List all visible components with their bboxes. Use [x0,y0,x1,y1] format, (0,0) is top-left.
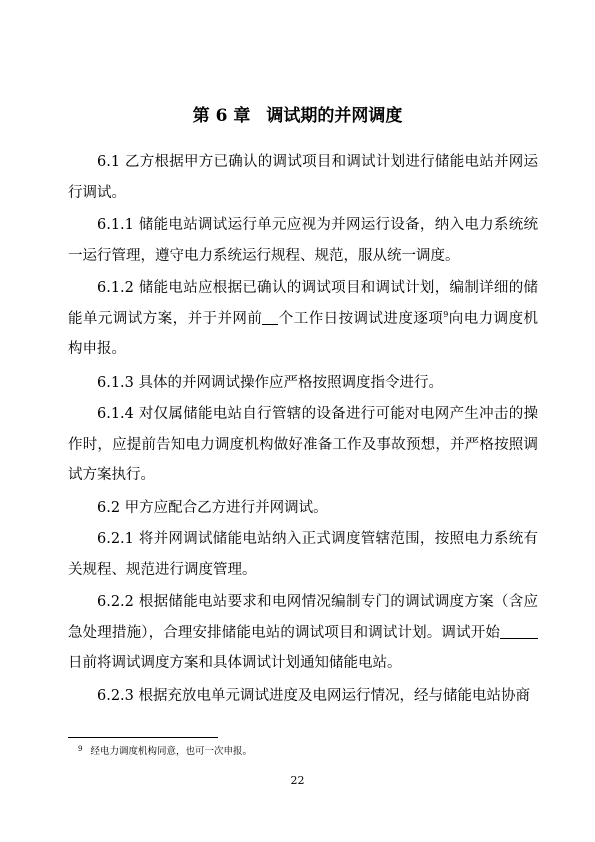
paragraph-6-2-1 [68,524,538,585]
clause-number: 6.1.3 [97,375,134,391]
clause-number: 6.2.2 [97,594,134,610]
paragraph-6-1-2 [68,273,538,365]
paragraph-6-1-4 [68,399,538,491]
footnote-mark: 9 [78,745,83,753]
footnote-reference: 9 [443,309,449,319]
fill-in-blank [500,624,538,639]
footnote-text: 经电力调度机构同意，也可一次申报。 [90,746,252,757]
paragraph-6-2 [68,493,538,524]
chapter-title [0,104,595,128]
clause-text: 乙方根据甲方已确认的调试项目和调试计划进行储能电站并网运行调试。 [68,154,539,201]
clause-text: 对仅属储能电站自行管辖的设备进行可能对电网产生冲击的操作时，应提前告知电力调度机构做好准备工作及事故预想，并严格按照调试方案执行。 [68,406,538,483]
clause-text-before: 储能电站应根据已确认的调试项目和调试计划，编制详细的储能单元调试方案，并于并网前 [68,280,538,327]
clause-number: 6.1.4 [97,406,134,422]
clause-text: 根据充放电单元调试进度及电网运行情况，经与储能电站协商 [138,688,531,704]
clause-text-middle: 个工作日按调试进度逐项 [278,310,444,327]
clause-text-before: 根据储能电站要求和电网情况编制专门的调试调度方案（含应急处理措施），合理安排储能电站的调试项目和调试计划。调试开始 [68,594,538,641]
paragraph-6-1-3 [68,368,538,399]
clause-text: 将并网调试储能电站纳入正式调度管辖范围，按照电力系统有关规程、规范进行调度管理。 [68,531,538,578]
clause-number: 6.1 [97,154,121,170]
clause-text: 具体的并网调试操作应严格按照调度指令进行。 [138,375,444,391]
clause-number: 6.2.3 [97,688,134,704]
clause-number: 6.2.1 [97,531,134,547]
chapter-title-text: 调试期的并网调度 [266,106,403,126]
page-number: 22 [290,774,305,787]
clause-number: 6.1.2 [97,280,134,296]
paragraph-6-2-2 [68,587,538,679]
clause-text-after: 日前将调试调度方案和具体调试计划通知储能电站。 [68,655,402,671]
paragraph-6-1-1 [68,210,538,271]
clause-text: 储能电站调试运行单元应视为并网运行设备，纳入电力系统统一运行管理，遵守电力系统运行规程、规范，服从统一调度。 [68,217,538,264]
clause-number: 6.2 [97,500,121,516]
clause-text-after: 向电力调度机构申报。 [68,310,539,357]
footnote-divider [68,737,218,738]
paragraph-6-1 [68,147,538,208]
footnote [78,742,252,759]
chapter-number: 第 6 章 [192,106,251,126]
clause-text: 甲方应配合乙方进行并网调试。 [124,500,328,516]
fill-in-blank [262,310,278,325]
clause-number: 6.1.1 [97,217,134,233]
paragraph-6-2-3 [68,681,538,712]
